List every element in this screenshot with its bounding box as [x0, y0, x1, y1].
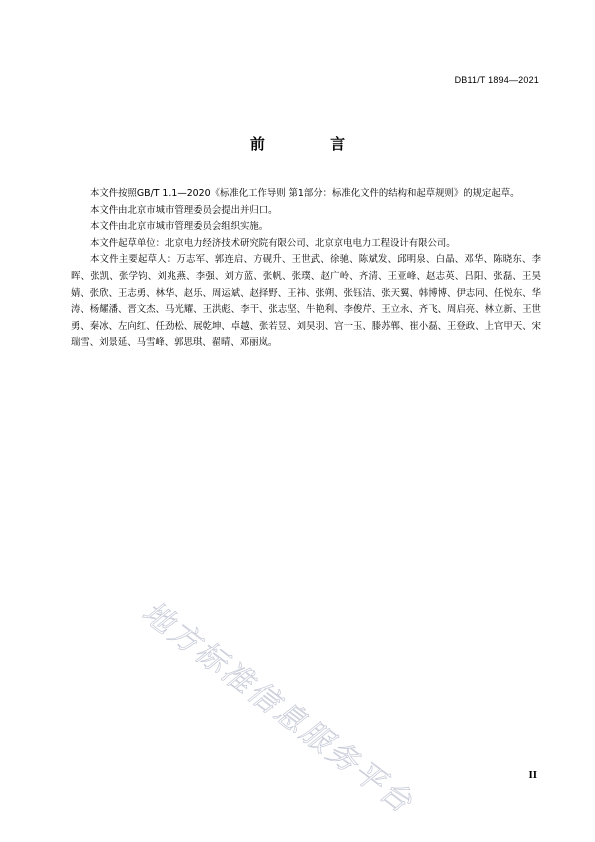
paragraph-proposer: 本文件由北京市城市管理委员会提出并归口。	[90, 204, 278, 216]
paragraph-drafting-rules: 本文件按照GB/T 1.1—2020《标准化工作导则 第1部分：标准化文件的结构和起草规则》的规定起草。	[90, 188, 520, 199]
standard-code-header: DB11/T 1894—2021	[454, 75, 539, 85]
watermark-text: 地方标准信息服务平台	[135, 594, 420, 822]
paragraph-drafters: 本文件主要起草人：万志军、郭连启、方砚升、王世武、徐驰、陈斌发、邱明泉、白晶、邓华、陈晓东、李晖、张凯、张学钧、刘兆燕、李强、刘方蓝、张帆、张璞、赵广岭、齐清、王亚峰、赵志英、吕阳、张磊、王昊婧、张欣、王志勇、林华、赵乐、周运斌、赵择野、王祎、张朔、张钰洁、张天翼、韩博博、伊志同、任悦东、华涛、杨耀潘、晋文杰、马光耀、王洪彪、李干、张志坚、牛艳利、李俊芹、王立永、齐飞、周启亮、林立新、王世勇、秦冰、左向红、任劲松、展乾坤、卓越、张若昱、刘昊羽、宫一玉、滕苏郸、崔小磊、王登政、上官甲天、宋瑞雪、刘景延、马雪峰、郭思琪、翟晴、邓丽岚。	[71, 254, 541, 349]
page-number: II	[528, 769, 537, 781]
paragraph-drafting-units: 本文件起草单位：北京电力经济技术研究院有限公司、北京京电电力工程设计有限公司。	[90, 237, 456, 249]
section-title: 前 言	[249, 135, 376, 153]
foreword-body	[71, 186, 541, 352]
paragraph-implementer: 本文件由北京市城市管理委员会组织实施。	[90, 221, 269, 233]
